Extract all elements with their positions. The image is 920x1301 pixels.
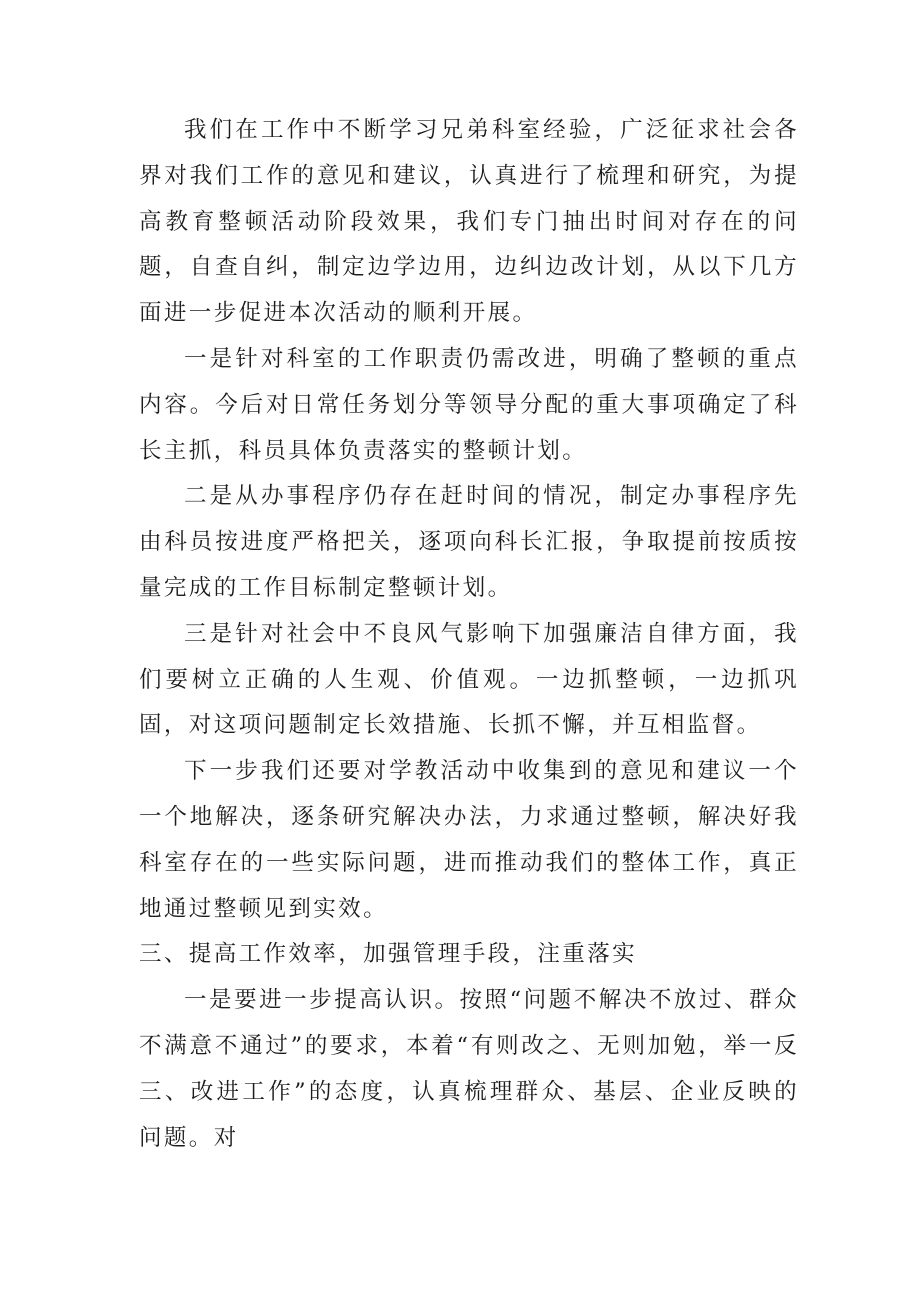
paragraph-3: 二是从办事程序仍存在赶时间的情况，制定办事程序先由科员按进度严格把关，逐项向科长汇报，争取提前按质按量完成的工作目标制定整顿计划。 — [139, 483, 799, 601]
paragraph-5: 下一步我们还要对学教活动中收集到的意见和建议一个一个地解决，逐条研究解决办法，力求通过整顿，解决好我科室存在的一些实际问题，进而推动我们的整体工作，真正地通过整顿见到实效。 — [139, 758, 799, 922]
paragraph-2: 一是针对科室的工作职责仍需改进，明确了整顿的重点内容。今后对日常任务划分等领导分配的重大事项确定了科长主抓，科员具体负责落实的整顿计划。 — [139, 345, 799, 464]
document-body — [139, 108, 799, 1161]
paragraph-6: 一是要进一步提高认识。按照“问题不解决不放过、群众不满意不通过”的要求，本着“有则改之、无则加勉，举一反三、改进工作”的态度，认真梳理群众、基层、企业反映的问题。对 — [139, 987, 799, 1151]
section-heading: 三、提高工作效率，加强管理手段，注重落实 — [139, 941, 638, 968]
paragraph-1: 我们在工作中不断学习兄弟科室经验，广泛征求社会各界对我们工作的意见和建议，认真进行了梳理和研究，为提高教育整顿活动阶段效果，我们专门抽出时间对存在的问题，自查自纠，制定边学边用，边纠边改计划，从以下几方面进一步促进本次活动的顺利开展。 — [139, 117, 799, 327]
paragraph-4: 三是针对社会中不良风气影响下加强廉洁自律方面，我们要树立正确的人生观、价值观。一边抓整顿，一边抓巩固，对这项问题制定长效措施、长抓不懈，并互相监督。 — [139, 620, 799, 739]
